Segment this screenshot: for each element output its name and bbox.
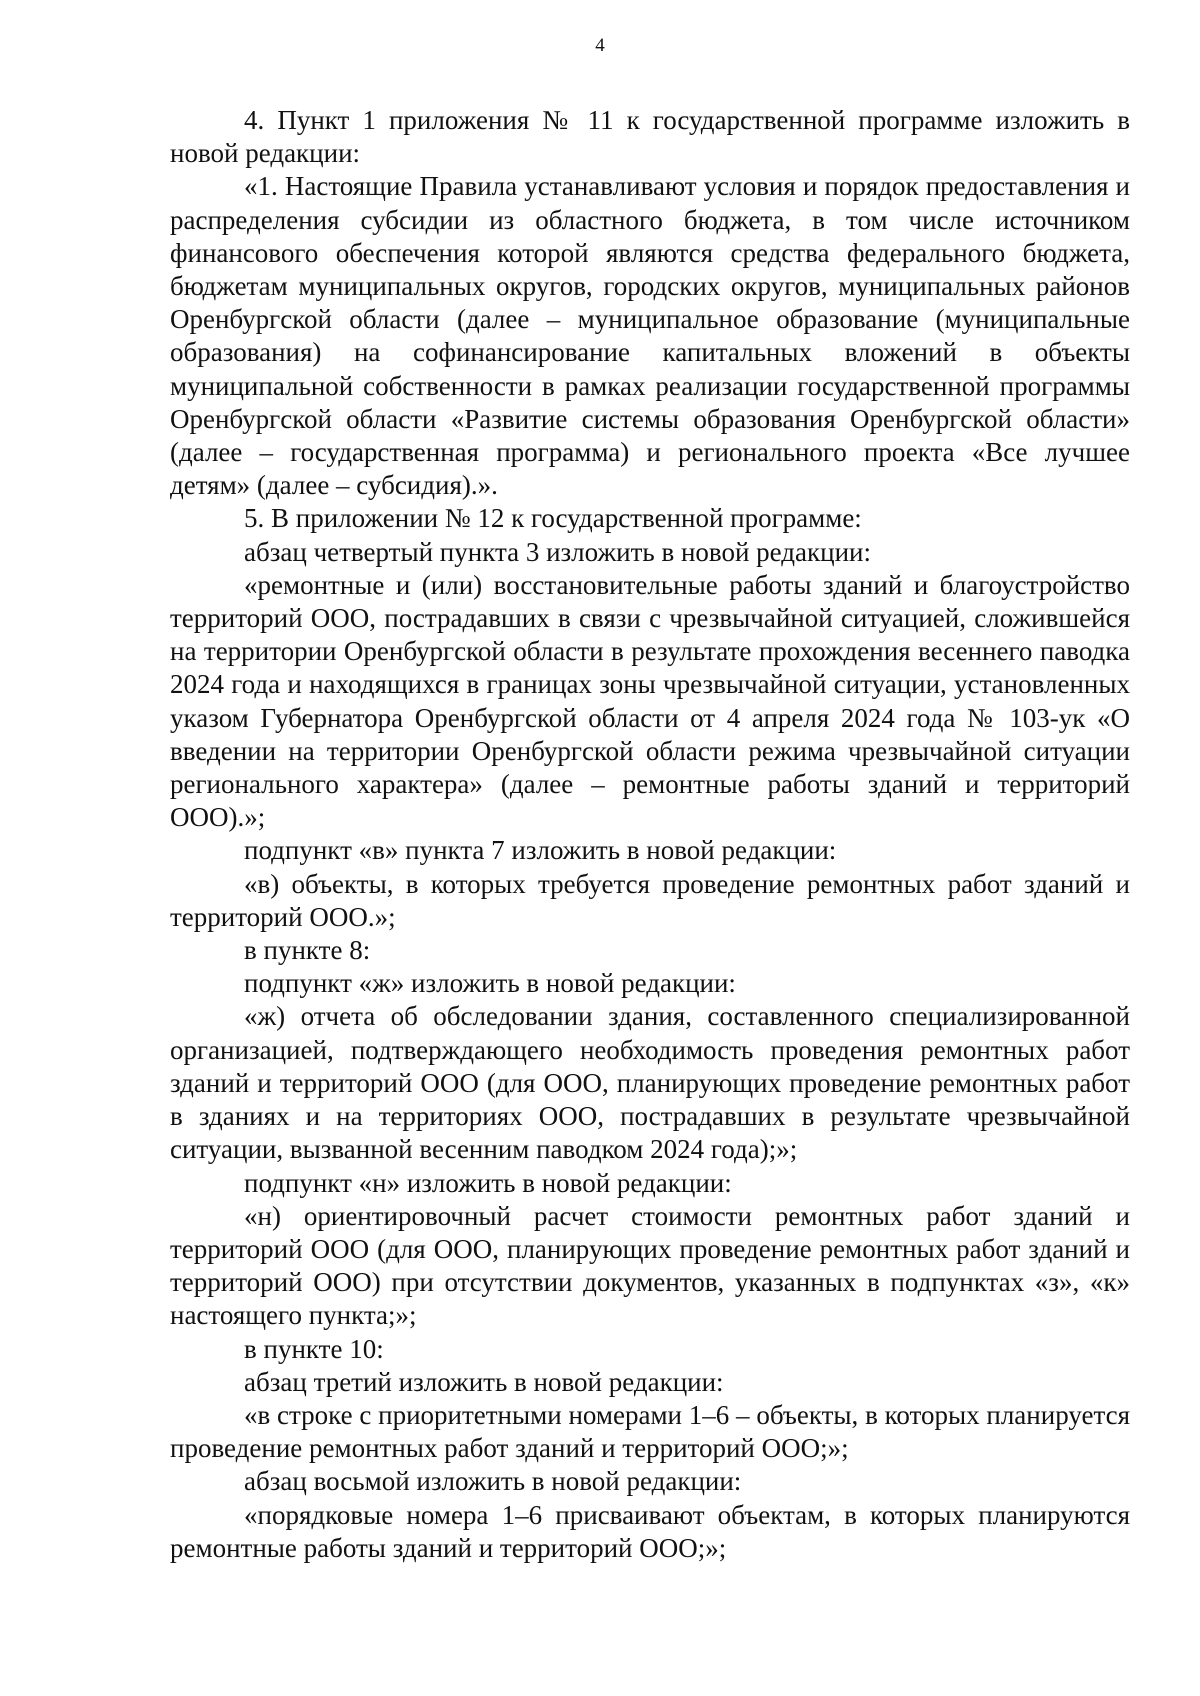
paragraph-item-4: 4. Пункт 1 приложения № 11 к государственной программе изложить в новой редакции: <box>170 105 1130 169</box>
paragraph-item-5: 5. В приложении № 12 к государственной программе: <box>244 503 862 534</box>
paragraph-subclause-n: «н) ориентировочный расчет стоимости ремонтных работ зданий и территорий ООО (для ООО, планирующих проведение ремонтных работ зданий и территорий ООО) при отсутствии документов, указанных в подпунктах «з», «к» настоящего пункта;»; <box>170 1200 1130 1331</box>
paragraph-clause-3: абзац четвертый пункта 3 изложить в новой редакции: <box>244 536 871 567</box>
paragraph-clause-10-third: абзац третий изложить в новой редакции: <box>244 1366 724 1397</box>
paragraph-clause-8-n: подпункт «н» изложить в новой редакции: <box>244 1167 732 1198</box>
paragraph-clause-10-eighth: абзац восьмой изложить в новой редакции: <box>244 1466 742 1497</box>
paragraph-clause-8: в пункте 8: <box>244 935 371 966</box>
paragraph-priority-numbers: «в строке с приоритетными номерами 1–6 – объекты, в которых планируется проведение ремонтных работ зданий и территорий ООО;»; <box>170 1399 1130 1464</box>
paragraph-clause-7: подпункт «в» пункта 7 изложить в новой редакции: <box>244 835 837 866</box>
paragraph-subclause-v: «в) объекты, в которых требуется проведение ремонтных работ зданий и территорий ООО.»; <box>170 868 1130 932</box>
paragraph-repair-works: «ремонтные и (или) восстановительные работы зданий и благоустройство территорий ООО, пострадавших в связи с чрезвычайной ситуацией, сложившейся на территории Оренбургской области в результате прохождения весеннего паводка 2024 года и находящихся в границах зоны чрезвычайной ситуации, установленных указом Губернатора Оренбургской области от 4 апреля 2024 года № 103-ук «О введении на территории Оренбургской области режима чрезвычайной ситуации регионального характера» (далее – ремонтные работы зданий и территорий ООО).»; <box>170 569 1130 833</box>
paragraph-clause-8-zh: подпункт «ж» изложить в новой редакции: <box>244 968 736 999</box>
paragraph-rules-purpose: «1. Настоящие Правила устанавливают условия и порядок предоставления и распределения субсидии из областного бюджета, в том числе источником финансового обеспечения которой являются средства федерального бюджета, бюджетам муниципальных округов, городских округов, муниципальных районов Оренбургской области (далее – муниципальное образование (муниципальные образования) на софинансирование капитальных вложений в объекты муниципальной собственности в рамках реализации государственной программы Оренбургской области «Развитие системы образования Оренбургской области» (далее – государственная программа) и регионального проекта «Все лучшее детям» (далее – субсидия).». <box>170 171 1130 501</box>
paragraph-ordinal-numbers: «порядковые номера 1–6 присваивают объектам, в которых планируются ремонтные работы зданий и территорий ООО;»; <box>170 1499 1130 1563</box>
document-body <box>170 104 1130 1565</box>
page-number: 4 <box>595 35 605 56</box>
paragraph-subclause-zh: «ж) отчета об обследовании здания, составленного специализированной организацией, подтверждающего необходимость проведения ремонтных работ зданий и территорий ООО (для ООО, планирующих проведение ремонтных работ в зданиях и на территориях ООО, пострадавших в результате чрезвычайной ситуации, вызванной весенним паводком 2024 года);»; <box>170 1001 1130 1165</box>
paragraph-clause-10: в пункте 10: <box>244 1333 384 1364</box>
